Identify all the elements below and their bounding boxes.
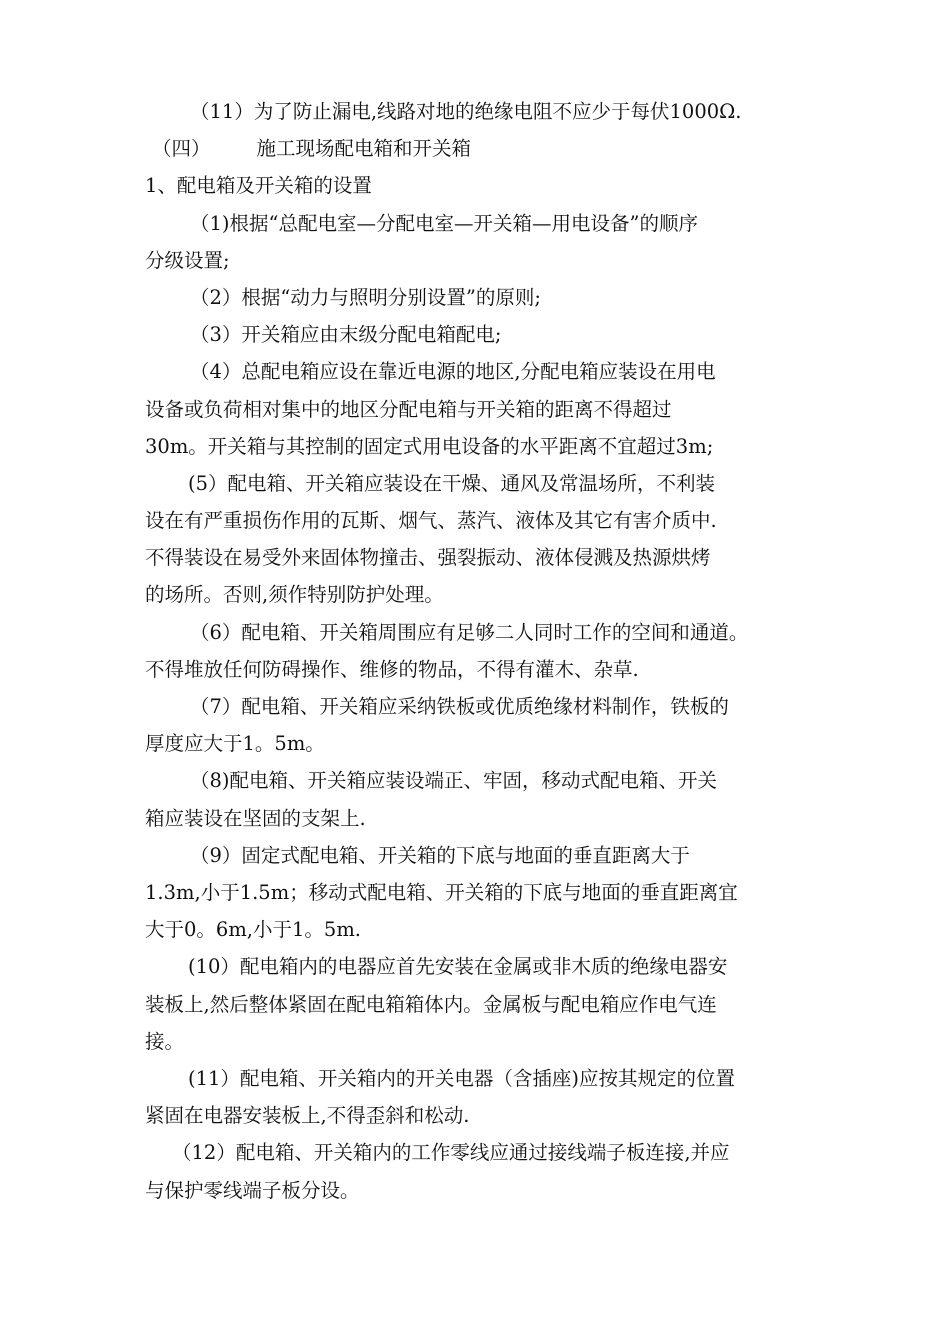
paragraph-line: （2）根据“动力与照明分别设置”的原则; [190, 286, 541, 309]
paragraph-line: 30m。开关箱与其控制的固定式用电设备的水平距离不宜超过3m; [145, 435, 714, 458]
paragraph-line: (5）配电箱、开关箱应装设在干燥、通风及常温场所，不利装 [188, 472, 716, 495]
paragraph-line: （1)根据“总配电室—分配电室—开关箱—用电设备”的顺序 [190, 212, 698, 235]
paragraph-line: （3）开关箱应由末级分配电箱配电; [190, 323, 502, 346]
section-number: （四） [152, 137, 211, 160]
paragraph-line: (11）配电箱、开关箱内的开关电器（含插座)应按其规定的位置 [188, 1067, 736, 1090]
paragraph-line: 装板上,然后整体紧固在配电箱箱体内。金属板与配电箱应作电气连 [145, 993, 717, 1016]
paragraph-line: （8)配电箱、开关箱应装设端正、牢固，移动式配电箱、开关 [190, 769, 718, 792]
paragraph-line: 接。 [145, 1030, 185, 1053]
paragraph-line: 与保护零线端子板分设。 [145, 1179, 360, 1202]
paragraph-line: 不得堆放任何防碍操作、维修的物品，不得有灌木、杂草. [145, 658, 639, 681]
paragraph-line: (10）配电箱内的电器应首先安装在金属或非木质的绝缘电器安 [188, 955, 728, 978]
paragraph-line: 厚度应大于1。5m。 [145, 732, 325, 755]
paragraph-line: 设在有严重损伤作用的瓦斯、烟气、蒸汽、液体及其它有害介质中. [145, 509, 717, 532]
paragraph-line: 设备或负荷相对集中的地区分配电箱与开关箱的距离不得超过 [145, 398, 672, 421]
paragraph-line: （7）配电箱、开关箱应采纳铁板或优质绝缘材料制作，铁板的 [190, 695, 729, 718]
subsection-heading: 1、配电箱及开关箱的设置 [145, 174, 372, 197]
paragraph-line: （9）固定式配电箱、开关箱的下底与地面的垂直距离大于 [190, 844, 690, 867]
paragraph-line: 分级设置; [145, 249, 230, 272]
paragraph-line: 不得装设在易受外来固体物撞击、强裂振动、液体侵溅及热源烘烤 [145, 546, 711, 569]
section-heading [152, 136, 471, 162]
paragraph-line: （4）总配电箱应设在靠近电源的地区,分配电箱应装设在用电 [190, 360, 716, 383]
paragraph-line: （6）配电箱、开关箱周围应有足够二人同时工作的空间和通道。 [190, 621, 749, 644]
paragraph-line: 1.3m,小于1.5m；移动式配电箱、开关箱的下底与地面的垂直距离宜 [145, 881, 738, 904]
paragraph-line: 紧固在电器安装板上,不得歪斜和松动. [145, 1104, 470, 1127]
paragraph-line: 箱应装设在坚固的支架上. [145, 807, 366, 830]
paragraph-line: （11）为了防止漏电,线路对地的绝缘电阻不应少于每伏1000Ω. [190, 100, 742, 123]
section-title: 施工现场配电箱和开关箱 [256, 137, 472, 160]
paragraph-line: 的场所。否则,须作特别防护处理。 [145, 583, 444, 606]
paragraph-line: 大于0。6m,小于1。5m. [145, 918, 362, 941]
paragraph-line: （12）配电箱、开关箱内的工作零线应通过接线端子板连接,并应 [172, 1141, 730, 1164]
